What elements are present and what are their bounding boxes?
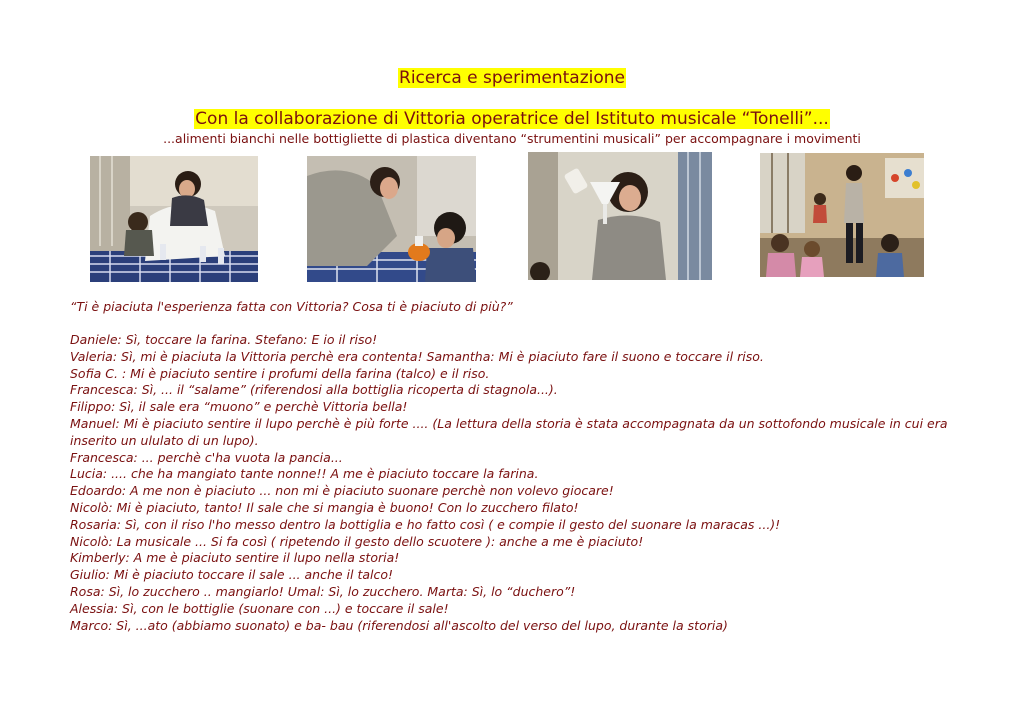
dialogue-line: Nicolò: La musicale ... Si fa così ( ripetendo il gesto dello scuotere ): anche a me è piaciuto! — [70, 533, 644, 549]
dialogue-line: Lucia: .... che ha mangiato tante nonne!! A me è piaciuto toccare la farina. — [70, 466, 539, 482]
dialogue-line: Filippo: Sì, il sale era “muono” e perchè Vittoria bella! — [70, 399, 408, 415]
dialogue-line: Kimberly: A me è piaciuto sentire il lupo nella storia! — [70, 550, 400, 566]
photo-activity-table — [90, 156, 258, 282]
dialogue-line: Giulio: Mi è piaciuto toccare il sale ... anche il talco! — [70, 567, 394, 583]
dialogue-line: Marco: Sì, ...ato (abbiamo suonato) e ba- bau (riferendosi all'ascolto del verso del lupo, durante la storia) — [70, 617, 728, 633]
dialogue-line: Nicolò: Mi è piaciuto, tanto! Il sale che si mangia è buono! Con lo zucchero filato! — [70, 499, 579, 515]
dialogue-line: Rosa: Sì, lo zucchero .. mangiarlo! Umal: Sì, lo zucchero. Marta: Sì, lo “duchero”! — [70, 583, 576, 599]
page-title: Ricerca e sperimentazione — [399, 68, 625, 88]
photo-orange-bottle — [307, 156, 476, 282]
dialogue-line: Alessia: Sì, con le bottiglie (suonare con ...) e toccare il sale! — [70, 600, 449, 616]
caption: ...alimenti bianchi nelle bottigliette di plastica diventano “strumentini musicali” per accompagnare i movimenti — [163, 131, 861, 146]
photo-classroom-movement — [760, 153, 924, 277]
dialogue-line: Daniele: Sì, toccare la farina. Stefano: E io il riso! — [70, 332, 378, 347]
dialogue-line: Francesca: ... perchè c'ha vuota la pancia... — [70, 449, 343, 465]
dialogue-line: Valeria: Sì, mi è piaciuta la Vittoria perchè era contenta! Samantha: Mi è piaciuto fare il suono e toccare il riso. — [70, 348, 764, 364]
dialogue-line: Edoardo: A me non è piaciuto ... non mi è piaciuto suonare perchè non volevo giocare! — [70, 483, 614, 499]
dialogue-line: Manuel: Mi è piaciuto sentire il lupo perchè è più forte .... (La lettura della storia è stata accompagnata da un sottofondo musicale in cui era inserito un ululato di un lupo). — [70, 415, 948, 448]
dialogue-list — [70, 332, 950, 634]
subtitle: Con la collaborazione di Vittoria operatrice del Istituto musicale “Tonelli”... — [195, 109, 829, 129]
dialogue-line: Sofia C. : Mi è piaciuto sentire i profumi della farina (talco) e il riso. — [70, 365, 490, 381]
question-text: “Ti è piaciuta l'esperienza fatta con Vittoria? Cosa ti è piaciuto di più?” — [70, 299, 513, 314]
photo-funnel-pouring — [528, 152, 712, 280]
dialogue-line: Francesca: Sì, ... il “salame” (riferendosi alla bottiglia ricoperta di stagnola...). — [70, 382, 558, 398]
dialogue-line: Rosaria: Sì, con il riso l'ho messo dentro la bottiglia e ho fatto così ( e compie il gesto del suonare la maracas ...)! — [70, 516, 781, 532]
